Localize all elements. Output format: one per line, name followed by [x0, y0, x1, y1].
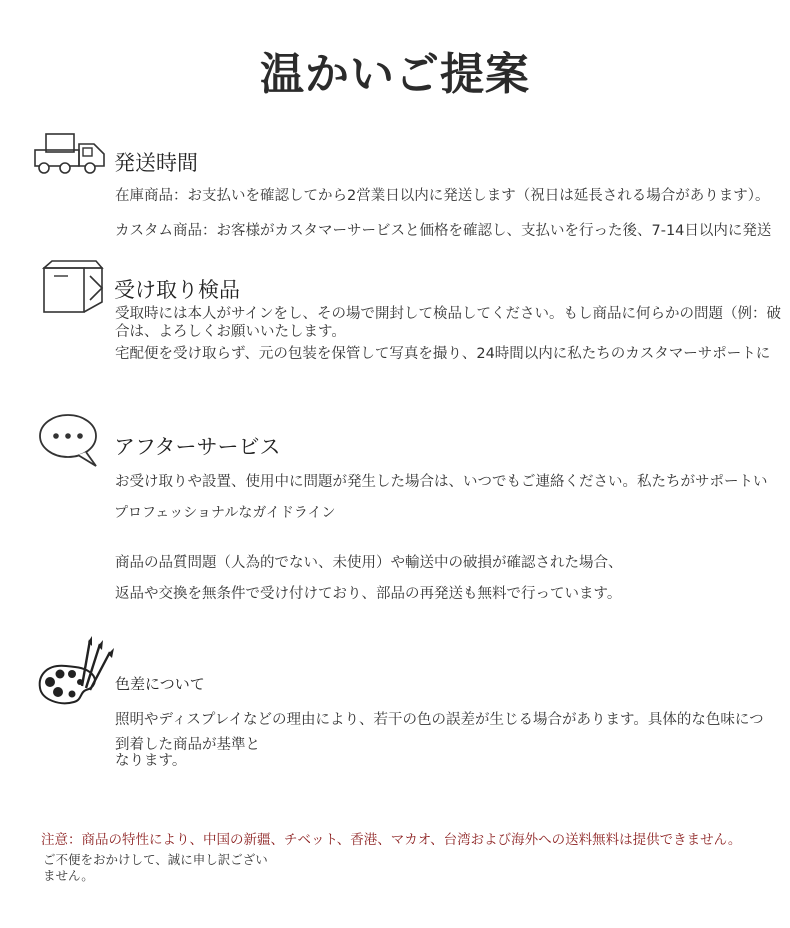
truck-icon — [32, 130, 112, 178]
after-service-line-4: 返品や交換を無条件で受け付けており、部品の再発送も無料で行っています。 — [115, 586, 622, 602]
shipping-heading: 発送時間 — [114, 151, 198, 175]
notice-apology — [43, 852, 268, 884]
after-service-line-1: お受け取りや設置、使用中に問題が発生した場合は、いつでもご連絡ください。私たちがサポートい — [115, 474, 768, 490]
chat-bubble-icon — [38, 412, 102, 468]
color-line-3: なります。 — [115, 753, 187, 769]
color-heading: 色差について — [115, 675, 205, 693]
notice-apology-line-1: ご不便をおかけして、誠に申し訳ござい — [43, 852, 268, 867]
shipping-line-1: 在庫商品：お支払いを確認してから2営業日以内に発送します（祝日は延長される場合があります）。 — [115, 188, 770, 204]
color-line-1: 照明やディスプレイなどの理由により、若干の色の誤差が生じる場合があります。具体的な色味につ — [115, 712, 764, 728]
page-title: 温かいご提案 — [260, 49, 530, 100]
inspection-line-3: 宅配便を受け取らず、元の包装を保管して写真を撮り、24時間以内に私たちのカスタマーサポートに — [115, 346, 771, 362]
inspection-line-2: 合は、よろしくお願いいたします。 — [115, 324, 346, 340]
after-service-line-3: 商品の品質問題（人為的でない、未使用）や輸送中の破損が確認された場合、 — [115, 555, 623, 571]
package-icon — [38, 258, 110, 318]
notice-apology-line-2: ません。 — [43, 868, 94, 883]
inspection-line-1: 受取時には本人がサインをし、その場で開封して検品してください。もし商品に何らかの問題（例：破 — [115, 306, 781, 322]
color-line-2: 到着した商品が基準と — [115, 737, 260, 753]
inspection-heading: 受け取り検品 — [114, 278, 240, 302]
palette-icon — [36, 636, 116, 708]
after-service-heading: アフターサービス — [114, 435, 281, 459]
after-service-line-2: プロフェッショナルなガイドライン — [114, 505, 336, 521]
notice-text: 注意：商品の特性により、中国の新疆、チベット、香港、マカオ、台湾および海外への送料無料は提供できません。 — [41, 832, 742, 848]
shipping-line-2: カスタム商品：お客様がカスタマーサービスと価格を確認し、支払いを行った後、7-14日以内に発送 — [115, 223, 772, 239]
